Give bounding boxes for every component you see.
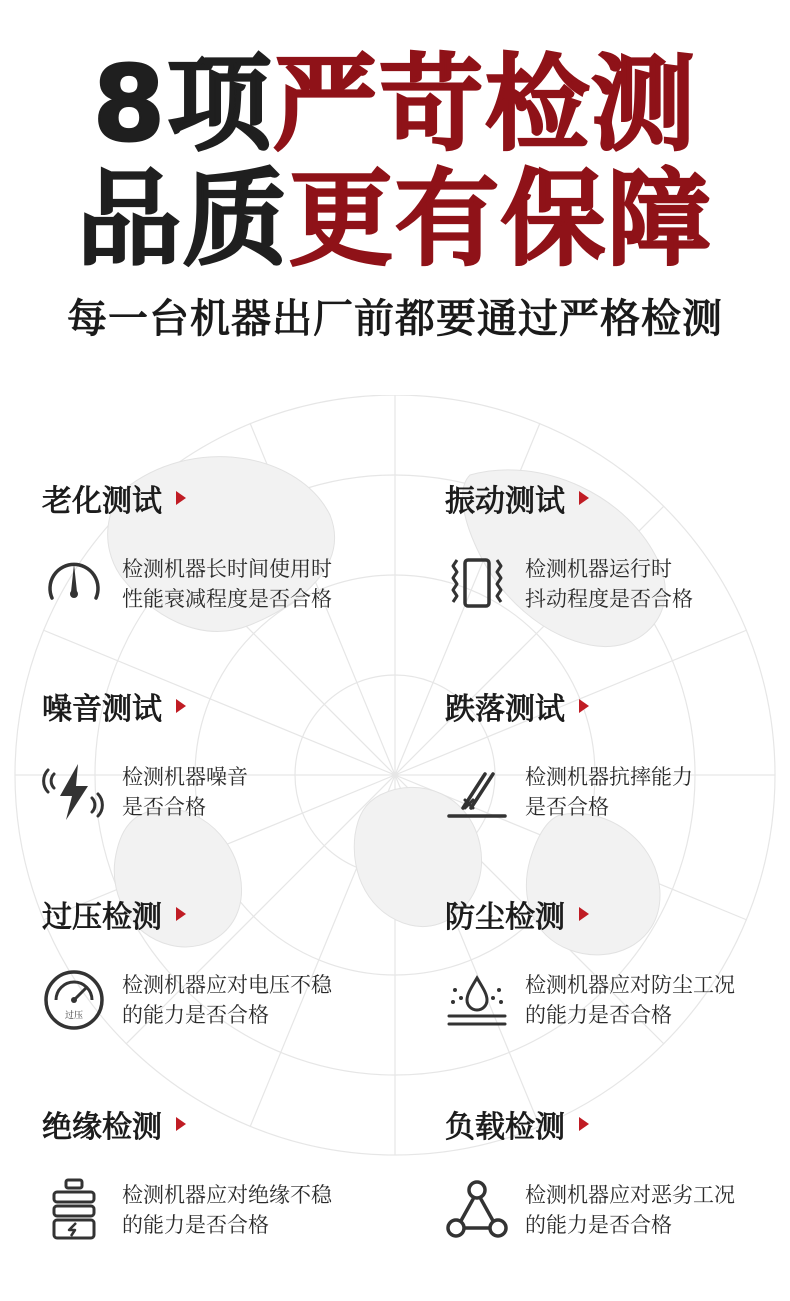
headline-dark-1: 8项 bbox=[92, 43, 274, 165]
arrow-right-icon bbox=[579, 1117, 589, 1131]
test-item-vibration bbox=[445, 478, 790, 611]
drop-impact-icon bbox=[445, 760, 509, 824]
test-description: 检测机器抗摔能力 是否合格 bbox=[525, 765, 693, 819]
test-description: 检测机器应对防尘工况 的能力是否合格 bbox=[525, 973, 735, 1027]
test-item-drop bbox=[445, 686, 790, 819]
test-title: 过压检测 bbox=[42, 894, 392, 934]
headline-line-2 bbox=[0, 158, 790, 280]
test-description: 检测机器应对恶劣工况 的能力是否合格 bbox=[525, 1183, 735, 1237]
test-description: 检测机器应对电压不稳 的能力是否合格 bbox=[122, 973, 332, 1027]
test-title: 防尘检测 bbox=[445, 894, 790, 934]
test-description: 检测机器噪音 是否合格 bbox=[122, 765, 248, 819]
headline-red-1: 严苛检测 bbox=[273, 43, 698, 165]
arrow-right-icon bbox=[176, 491, 186, 505]
headline-dark-2: 品质 bbox=[76, 158, 289, 280]
gauge-icon bbox=[42, 552, 106, 616]
arrow-right-icon bbox=[579, 907, 589, 921]
dust-proof-icon bbox=[445, 968, 509, 1032]
test-item-overvoltage bbox=[42, 894, 392, 1027]
insulation-icon bbox=[42, 1178, 106, 1242]
test-item-aging bbox=[42, 478, 392, 611]
test-description: 检测机器运行时 抖动程度是否合格 bbox=[525, 557, 693, 611]
test-title: 振动测试 bbox=[445, 478, 790, 518]
test-title: 绝缘检测 bbox=[42, 1104, 392, 1144]
load-triangle-icon bbox=[445, 1178, 509, 1242]
vibration-icon bbox=[445, 552, 509, 616]
meter-label: 过压 bbox=[64, 1011, 84, 1021]
test-title: 噪音测试 bbox=[42, 686, 392, 726]
globe-background bbox=[0, 395, 790, 1301]
arrow-right-icon bbox=[579, 491, 589, 505]
overvoltage-meter-icon bbox=[42, 968, 106, 1032]
test-item-dustproof bbox=[445, 894, 790, 1027]
test-title: 跌落测试 bbox=[445, 686, 790, 726]
test-item-load bbox=[445, 1104, 790, 1237]
test-title: 负载检测 bbox=[445, 1104, 790, 1144]
arrow-right-icon bbox=[176, 1117, 186, 1131]
arrow-right-icon bbox=[579, 699, 589, 713]
subtitle: 每一台机器出厂前都要通过严格检测 bbox=[67, 296, 723, 342]
test-description: 检测机器应对绝缘不稳 的能力是否合格 bbox=[122, 1183, 332, 1237]
headline-line-1 bbox=[0, 43, 790, 165]
test-title: 老化测试 bbox=[42, 478, 392, 518]
arrow-right-icon bbox=[176, 907, 186, 921]
test-description: 检测机器长时间使用时 性能衰减程度是否合格 bbox=[122, 557, 332, 611]
test-item-noise bbox=[42, 686, 392, 819]
arrow-right-icon bbox=[176, 699, 186, 713]
headline-red-2: 更有保障 bbox=[289, 158, 714, 280]
test-item-insulation bbox=[42, 1104, 392, 1237]
noise-bolt-icon bbox=[42, 760, 106, 824]
